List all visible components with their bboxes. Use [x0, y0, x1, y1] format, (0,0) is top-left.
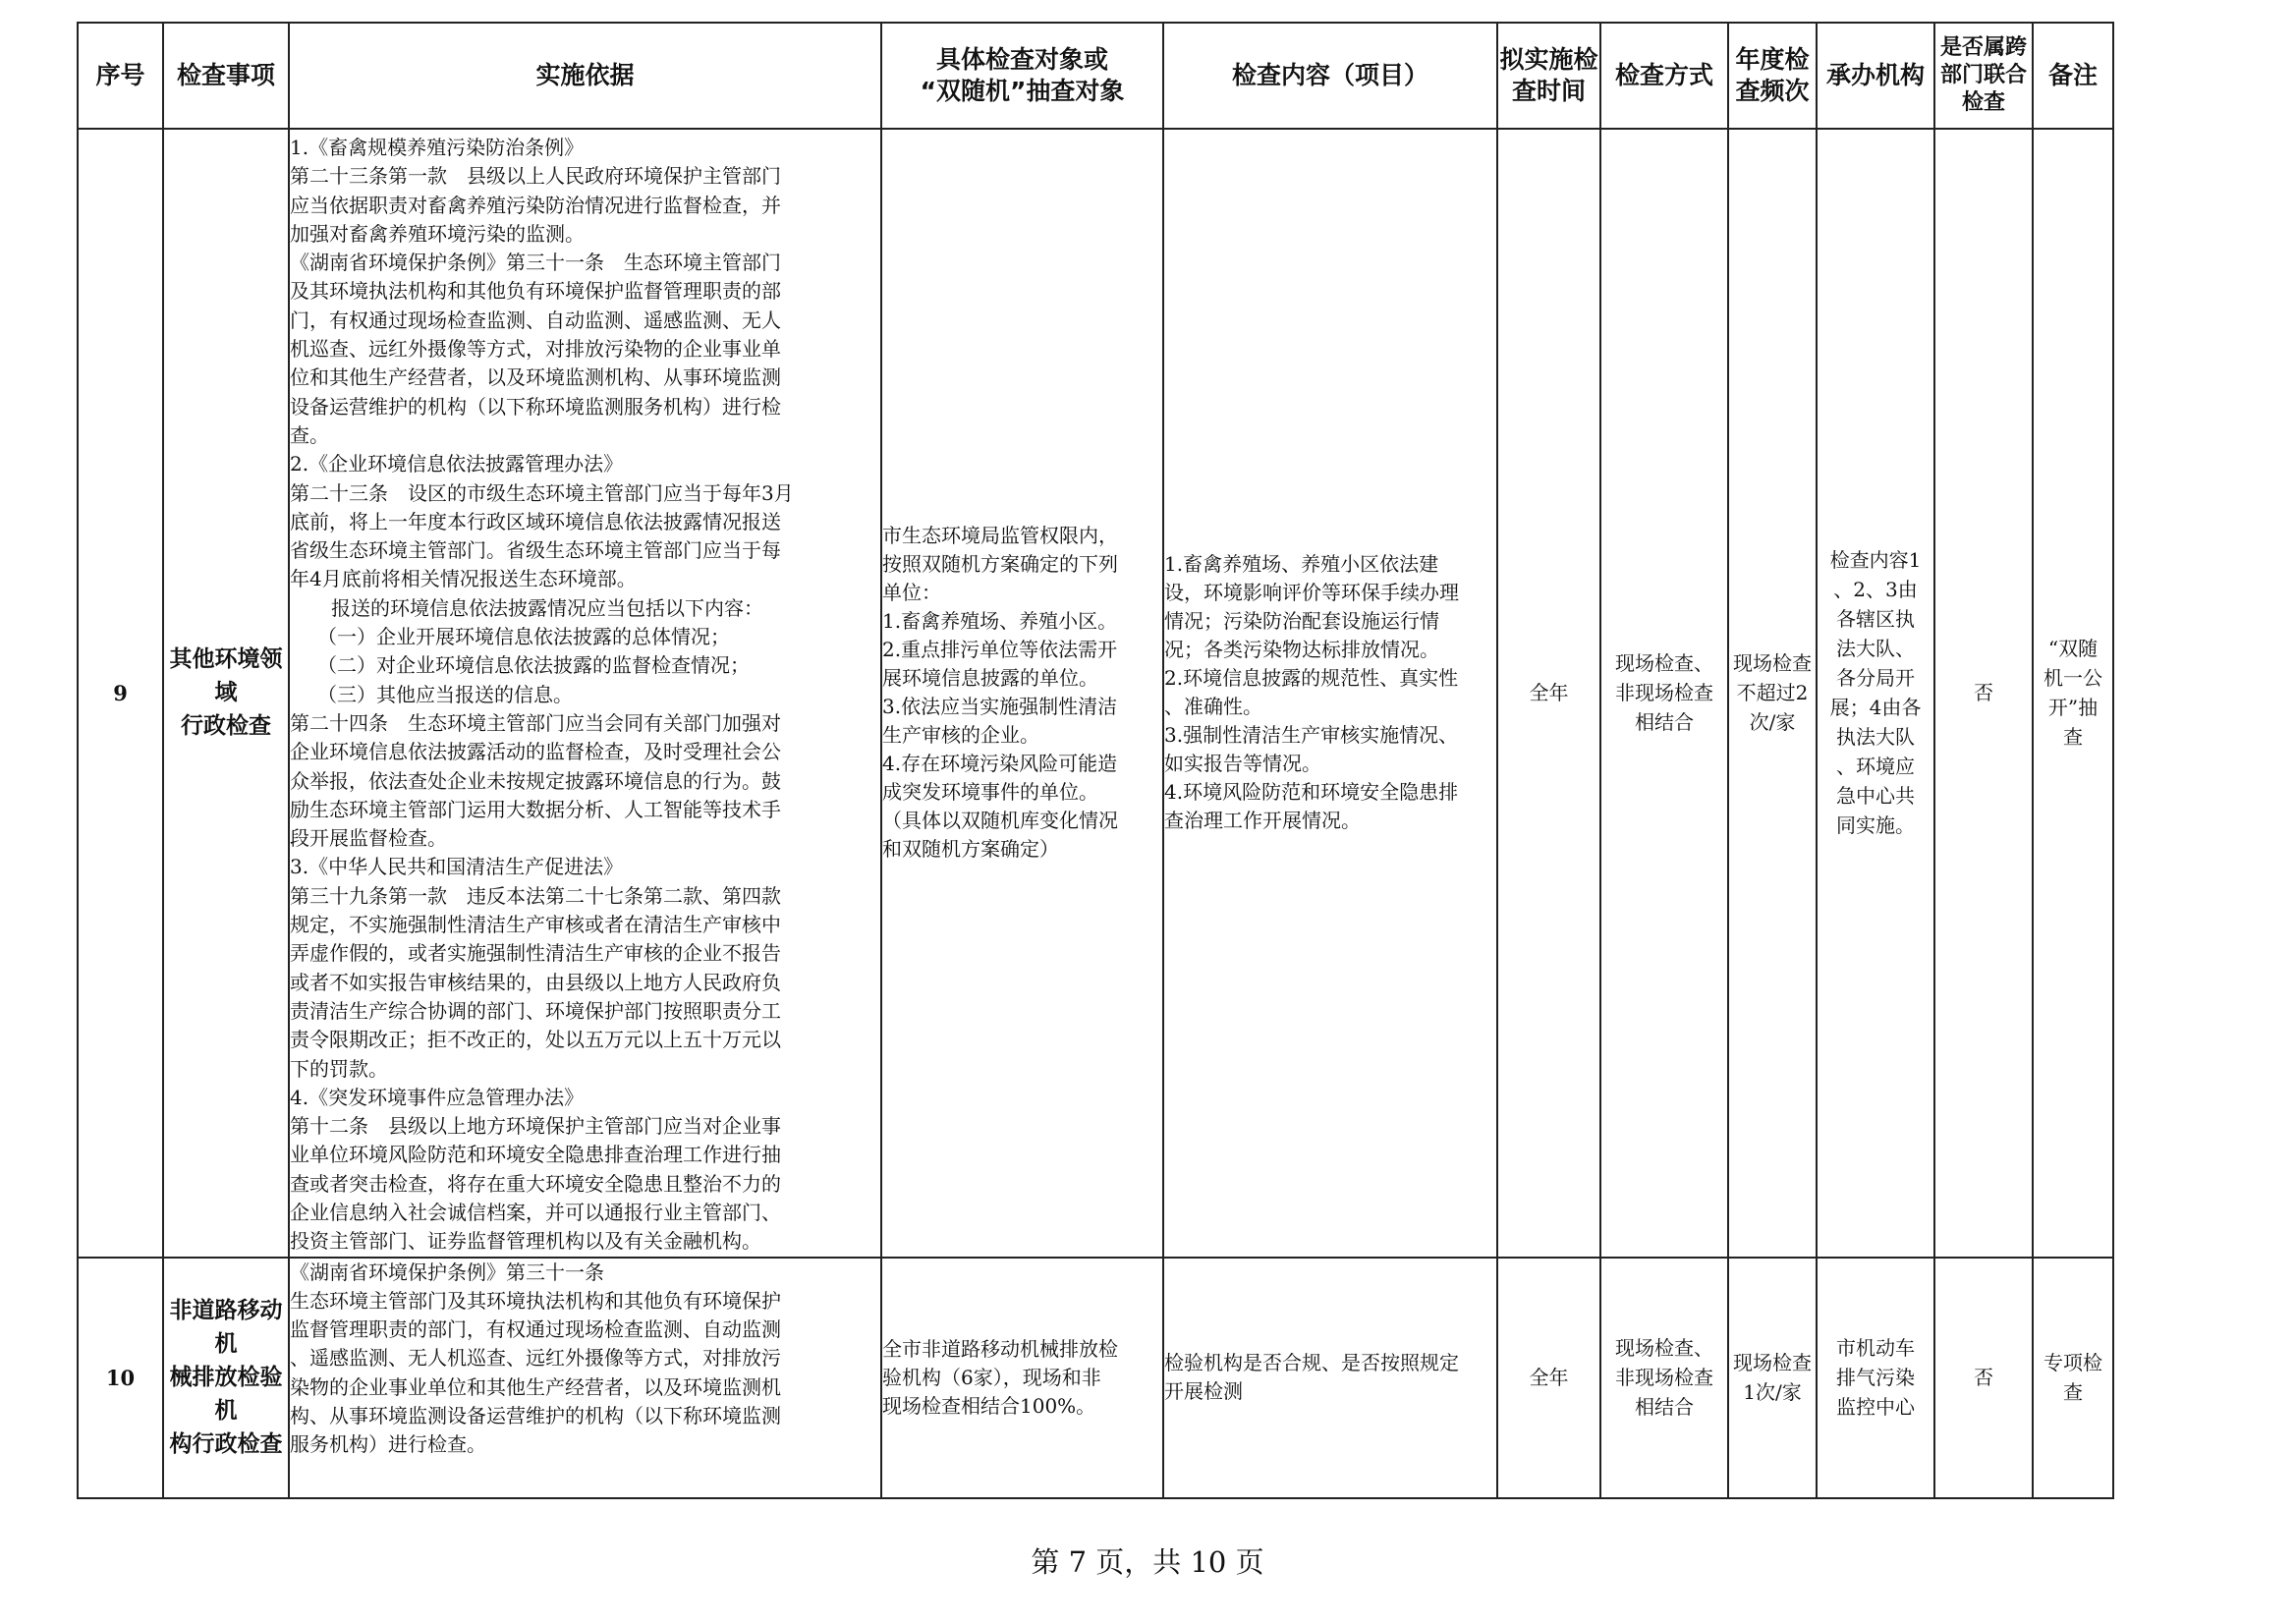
text-line: 《湖南省环境保护条例》第三十一条 [290, 1260, 604, 1284]
row-spacer [2113, 129, 2211, 1258]
cell-line: 急中心共 [1836, 784, 1915, 809]
text-line: 单位： [882, 581, 941, 605]
cell-line: 非现场检查 [1615, 681, 1713, 705]
cell-line: 法大队、 [1836, 637, 1915, 661]
header-spacer [2113, 23, 2211, 129]
text-line: 加强对畜禽养殖环境污染的监测。 [290, 221, 585, 246]
text-line: 设，环境影响评价等环保手续办理 [1164, 581, 1459, 605]
text-line: （三）其他应当报送的信息。 [317, 682, 573, 706]
text-line: 1.畜禽养殖场、养殖小区。 [882, 609, 1118, 634]
cell-line: 次/家 [1749, 710, 1796, 735]
text-line: 设备运营维护的机构（以下称环境监测服务机构）进行检 [290, 394, 781, 419]
text-line: 《湖南省环境保护条例》第三十一条 生态环境主管部门 [290, 251, 781, 275]
text-line: 染物的企业事业单位和其他生产经营者，以及环境监测机 [290, 1374, 781, 1399]
cell-line: 排气污染 [1836, 1366, 1915, 1390]
cell-line: 市机动车 [1836, 1336, 1915, 1361]
row-method [1600, 1258, 1728, 1498]
text-line: 2.《企业环境信息依法披露管理办法》 [290, 452, 624, 476]
text-line: 全市非道路移动机械排放检 [882, 1336, 1118, 1361]
text-line: 、遥感监测、无人机巡查、远红外摄像等方式，对排放污 [290, 1346, 781, 1371]
cell-line: 同实施。 [1836, 813, 1915, 838]
row-item [163, 1258, 289, 1498]
cell-line: 现场检查、 [1615, 1336, 1713, 1361]
cell-line: 、环境应 [1836, 755, 1915, 779]
page-number: 第 7 页，共 10 页 [1031, 1545, 1264, 1579]
cell-line: 查 [2063, 1380, 2083, 1405]
header-seq: 序号 [78, 23, 163, 129]
row-joint: 否 [1934, 129, 2033, 1258]
text-line: 、准确性。 [1164, 695, 1262, 719]
row-object [881, 129, 1163, 1258]
text-line: 开展检测 [1164, 1379, 1243, 1404]
cell-line: 专项检 [2043, 1351, 2102, 1375]
text-line: 验机构（6家），现场和非 [882, 1365, 1101, 1389]
text-line: 3.《中华人民共和国清洁生产促进法》 [290, 855, 624, 879]
text-line: 4.《突发环境事件应急管理办法》 [290, 1085, 585, 1109]
text-line: 4.存在环境污染风险可能造 [882, 752, 1118, 776]
text-line: 责令限期改正；拒不改正的，处以五万元以上五十万元以 [290, 1028, 781, 1052]
text-line: 机巡查、远红外摄像等方式，对排放污染物的企业事业单 [290, 337, 781, 362]
text-line: 情况；污染防治配套设施运行情 [1164, 609, 1439, 634]
text-line: 门，有权通过现场检查监测、自动监测、遥感监测、无人 [290, 308, 781, 332]
row-remark [2033, 1258, 2113, 1498]
cell-line: 展；4由各 [1829, 696, 1922, 720]
row-time: 全年 [1497, 1258, 1600, 1498]
row-content [1163, 1258, 1497, 1498]
text-line: 或者不如实报告审核结果的，由县级以上地方人民政府负 [290, 970, 781, 994]
cell-line: 各辖区执 [1836, 607, 1915, 632]
text-line: 应当依据职责对畜禽养殖污染防治情况进行监督检查，并 [290, 193, 781, 217]
text-line: 第二十三条 设区的市级生态环境主管部门应当于每年3月 [290, 480, 794, 505]
cell-line: 行政检查 [181, 713, 271, 740]
row-time: 全年 [1497, 129, 1600, 1258]
cell-line: 现场检查 [1733, 1351, 1812, 1375]
cell-line: 拟实施检 [1499, 45, 1598, 74]
text-line: 构、从事环境监测设备运营维护的机构（以下称环境监测 [290, 1404, 781, 1428]
text-line: 生态环境主管部门及其环境执法机构和其他负有环境保护 [290, 1288, 781, 1313]
cell-line: “双随 [2047, 637, 2099, 661]
cell-line: 非现场检查 [1615, 1366, 1713, 1390]
text-line: 1.畜禽养殖场、养殖小区依法建 [1164, 552, 1439, 577]
cell-line: 执法大队 [1836, 725, 1915, 750]
row-joint: 否 [1934, 1258, 2033, 1498]
cell-line: 部门联合 [1939, 63, 2027, 87]
header-row [78, 23, 2211, 129]
text-line: 众举报，依法查处企业未按规定披露环境信息的行为。鼓 [290, 768, 781, 793]
text-line: 第三十九条第一款 违反本法第二十七条第二款、第四款 [290, 883, 781, 908]
cell-line: 具体检查对象或 [935, 45, 1108, 74]
header-object [881, 23, 1163, 129]
text-line: 按照双随机方案确定的下列 [882, 552, 1118, 577]
text-line: 年4月底前将相关情况报送生态环境部。 [290, 567, 637, 591]
text-line: 检验机构是否合规、是否按照规定 [1164, 1351, 1459, 1375]
text-line: 展环境信息披露的单位。 [882, 666, 1098, 691]
cell-line: 年度检 [1735, 45, 1810, 74]
text-line: 报送的环境信息依法披露情况应当包括以下内容： [331, 595, 763, 620]
text-line: 下的罚款。 [290, 1056, 388, 1081]
text-line: 查或者突击检查，将存在重大环境安全隐患且整治不力的 [290, 1171, 781, 1196]
header-remark: 备注 [2033, 23, 2113, 129]
cell-line: 查 [2063, 725, 2083, 750]
row-method [1600, 129, 1728, 1258]
cell-line: 其他环境领域 [169, 646, 283, 706]
cell-line: 、2、3由 [1833, 578, 1918, 602]
text-line: （一）企业开展环境信息依法披露的总体情况； [317, 625, 730, 649]
text-line: 底前，将上一年度本行政区域环境信息依法披露情况报送 [290, 509, 781, 533]
text-line: 服务机构）进行检查。 [290, 1432, 486, 1457]
row-frequency [1728, 1258, 1817, 1498]
text-line: 3.依法应当实施强制性清洁 [882, 695, 1118, 719]
text-line: （具体以双随机库变化情况 [882, 809, 1118, 833]
cell-line: 械排放检验机 [169, 1365, 283, 1425]
cell-line: 相结合 [1635, 1395, 1694, 1420]
cell-line: 检查 [1961, 90, 2005, 115]
cell-line: 开”抽 [2047, 696, 2099, 720]
header-time [1497, 23, 1600, 129]
row-frequency [1728, 129, 1817, 1258]
header-basis: 实施依据 [289, 23, 881, 129]
table-row [78, 129, 2211, 1258]
text-line: 企业信息纳入社会诚信档案，并可以通报行业主管部门、 [290, 1200, 781, 1224]
row-seq: 10 [78, 1258, 163, 1498]
row-content [1163, 129, 1497, 1258]
cell-line: 现场检查、 [1615, 651, 1713, 676]
cell-line: 检查内容1 [1829, 548, 1922, 573]
cell-line: 各分局开 [1836, 666, 1915, 691]
text-line: 查。 [290, 422, 329, 447]
cell-line: 非道路移动机 [169, 1298, 283, 1358]
text-line: 3.强制性清洁生产审核实施情况、 [1164, 723, 1459, 748]
row-basis [289, 1258, 881, 1498]
cell-line: 现场检查 [1733, 651, 1812, 676]
text-line: （二）对企业环境信息依法披露的监督检查情况； [317, 653, 750, 678]
header-joint [1934, 23, 2033, 129]
text-line: 责清洁生产综合协调的部门、环境保护部门按照职责分工 [290, 998, 781, 1023]
text-line: 监督管理职责的部门，有权通过现场检查监测、自动监测 [290, 1317, 781, 1342]
text-line: 省级生态环境主管部门。省级生态环境主管部门应当于每 [290, 538, 781, 563]
text-line: 生产审核的企业。 [882, 723, 1039, 748]
text-line: 规定，不实施强制性清洁生产审核或者在清洁生产审核中 [290, 913, 781, 937]
header-item: 检查事项 [163, 23, 289, 129]
text-line: 及其环境执法机构和其他负有环境保护监督管理职责的部 [290, 279, 781, 304]
cell-line: 查时间 [1511, 77, 1586, 105]
text-line: 业单位环境风险防范和环境安全隐患排查治理工作进行抽 [290, 1143, 781, 1167]
text-line: 市生态环境局监管权限内， [882, 524, 1118, 548]
text-line: 查治理工作开展情况。 [1164, 809, 1361, 833]
row-agency [1817, 1258, 1934, 1498]
text-line: 1.《畜禽规模养殖污染防治条例》 [290, 136, 585, 159]
cell-line: 相结合 [1635, 710, 1694, 735]
cell-line: 1次/家 [1743, 1380, 1802, 1405]
text-line: 和双随机方案确定） [882, 837, 1059, 862]
row-object [881, 1258, 1163, 1498]
cell-line: 构行政检查 [169, 1431, 283, 1458]
text-line: 2.环境信息披露的规范性、真实性 [1164, 666, 1459, 691]
text-line: 位和其他生产经营者，以及环境监测机构、从事环境监测 [290, 365, 781, 390]
text-line: 况；各类污染物达标排放情况。 [1164, 638, 1439, 662]
cell-line: “双随机”抽查对象 [920, 77, 1125, 105]
row-basis [289, 129, 881, 1258]
cell-line: 机一公 [2043, 666, 2102, 691]
text-line: 第二十三条第一款 县级以上人民政府环境保护主管部门 [290, 164, 781, 189]
text-line: 4.环境风险防范和环境安全隐患排 [1164, 780, 1459, 805]
text-line: 励生态环境主管部门运用大数据分析、人工智能等技术手 [290, 797, 781, 821]
cell-line: 监控中心 [1836, 1395, 1915, 1420]
text-line: 第二十四条 生态环境主管部门应当会同有关部门加强对 [290, 710, 781, 735]
row-remark [2033, 129, 2113, 1258]
text-line: 现场检查相结合100%。 [882, 1393, 1096, 1418]
row-spacer [2113, 1258, 2211, 1498]
table-row [78, 1258, 2211, 1498]
row-item [163, 129, 289, 1258]
inspection-table [77, 22, 2212, 1499]
cell-line: 查频次 [1735, 77, 1810, 105]
text-line: 2.重点排污单位等依法需开 [882, 638, 1118, 662]
cell-line: 不超过2 [1736, 681, 1809, 705]
row-seq: 9 [78, 129, 163, 1258]
text-line: 段开展监督检查。 [290, 826, 447, 851]
header-frequency [1728, 23, 1817, 129]
text-line: 如实报告等情况。 [1164, 752, 1321, 776]
header-content: 检查内容（项目） [1163, 23, 1497, 129]
row-agency [1817, 129, 1934, 1258]
text-line: 企业环境信息依法披露活动的监督检查，及时受理社会公 [290, 740, 781, 764]
text-line: 成突发环境事件的单位。 [882, 780, 1098, 805]
text-line: 弄虚作假的，或者实施强制性清洁生产审核的企业不报告 [290, 941, 781, 966]
text-line: 第十二条 县级以上地方环境保护主管部门应当对企业事 [290, 1114, 781, 1139]
text-line: 投资主管部门、证券监督管理机构以及有关金融机构。 [290, 1229, 761, 1254]
header-method: 检查方式 [1600, 23, 1728, 129]
cell-line: 是否属跨 [1939, 35, 2027, 60]
header-agency: 承办机构 [1817, 23, 1934, 129]
